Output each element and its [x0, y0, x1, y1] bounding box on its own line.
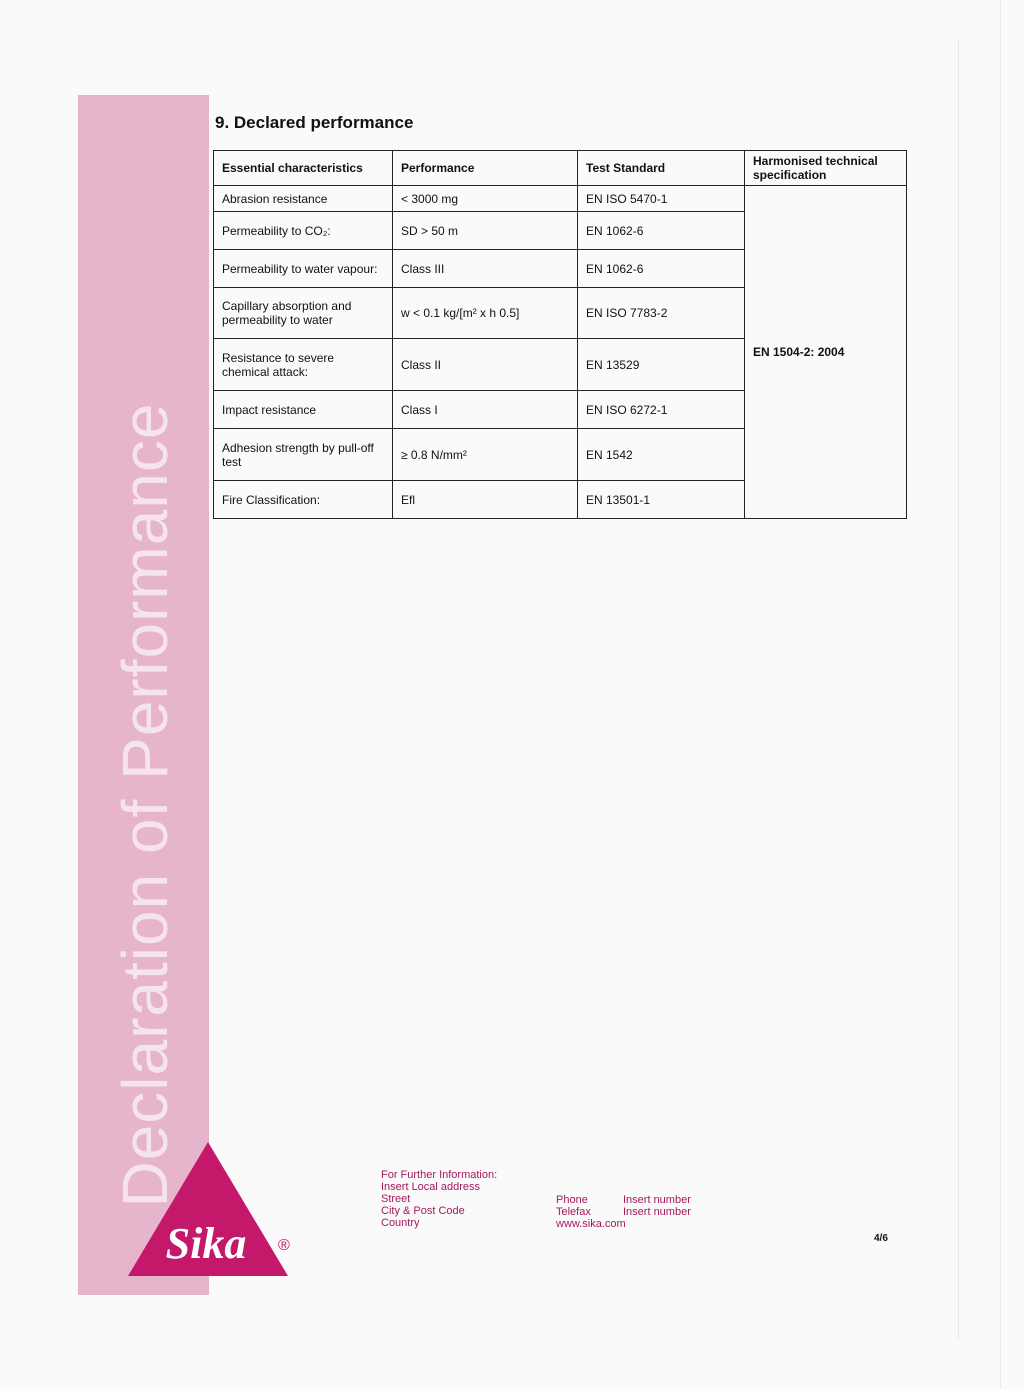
- cell-characteristic: Impact resistance: [214, 391, 393, 429]
- cell-standard: EN 13529: [578, 339, 745, 391]
- phone-label: Phone: [556, 1194, 588, 1206]
- cell-characteristic: Permeability to CO₂:: [214, 212, 393, 250]
- cell-characteristic: Fire Classification:: [214, 481, 393, 519]
- footer-address-block: [381, 1169, 497, 1229]
- header-test-standard: Test Standard: [578, 151, 745, 186]
- footer-address-line: Insert Local address: [381, 1181, 481, 1193]
- cell-characteristic: Permeability to water vapour:: [214, 250, 393, 288]
- footer-contact-values: [623, 1194, 691, 1218]
- cell-standard: EN ISO 7783-2: [578, 288, 745, 339]
- header-characteristics: Essential characteristics: [214, 151, 393, 186]
- cell-characteristic: Resistance to severe chemical attack:: [214, 339, 393, 391]
- scan-edge-line: [1000, 0, 1001, 1389]
- cell-characteristic: Adhesion strength by pull-off test: [214, 429, 393, 481]
- footer-contact-labels: [556, 1194, 626, 1230]
- cell-standard: EN 1542: [578, 429, 745, 481]
- table-header-row: [214, 151, 907, 186]
- cell-standard: EN 1062-6: [578, 212, 745, 250]
- performance-table: [213, 150, 907, 519]
- footer-address-line: City & Post Code: [381, 1205, 465, 1217]
- fax-value: Insert number: [623, 1206, 691, 1218]
- page-number: 4/6: [874, 1233, 888, 1244]
- cell-standard: EN ISO 5470-1: [578, 186, 745, 212]
- phone-value: Insert number: [623, 1194, 691, 1206]
- scan-edge-line: [958, 40, 959, 1340]
- header-harmonised-spec: Harmonised technical specification: [745, 151, 907, 186]
- cell-harmonised-spec: EN 1504-2: 2004: [745, 186, 907, 519]
- cell-performance: < 3000 mg: [393, 186, 578, 212]
- footer-address-line: For Further Information:: [381, 1169, 498, 1181]
- registered-mark: ®: [278, 1237, 290, 1254]
- section-heading: 9. Declared performance: [215, 113, 414, 132]
- cell-standard: EN ISO 6272-1: [578, 391, 745, 429]
- cell-characteristic: Abrasion resistance: [214, 186, 393, 212]
- footer-address-line: Street: [381, 1193, 411, 1205]
- website-link[interactable]: www.sika.com: [556, 1218, 626, 1230]
- table-row: [214, 186, 907, 212]
- cell-performance: SD > 50 m: [393, 212, 578, 250]
- cell-performance: w < 0.1 kg/[m² x h 0.5]: [393, 288, 578, 339]
- cell-performance: ≥ 0.8 N/mm²: [393, 429, 578, 481]
- sika-logo-icon: [128, 1140, 288, 1280]
- cell-standard: EN 1062-6: [578, 250, 745, 288]
- cell-characteristic: Capillary absorption and permeability to water: [214, 288, 393, 339]
- cell-performance: Class I: [393, 391, 578, 429]
- header-performance: Performance: [393, 151, 578, 186]
- sidebar-title: Declaration of Performance: [109, 402, 181, 1208]
- cell-performance: Class II: [393, 339, 578, 391]
- footer-address-line: Country: [381, 1217, 420, 1229]
- cell-standard: EN 13501-1: [578, 481, 745, 519]
- cell-performance: Efl: [393, 481, 578, 519]
- fax-label: Telefax: [556, 1206, 591, 1218]
- cell-performance: Class III: [393, 250, 578, 288]
- logo-wordmark: Sika: [165, 1219, 247, 1268]
